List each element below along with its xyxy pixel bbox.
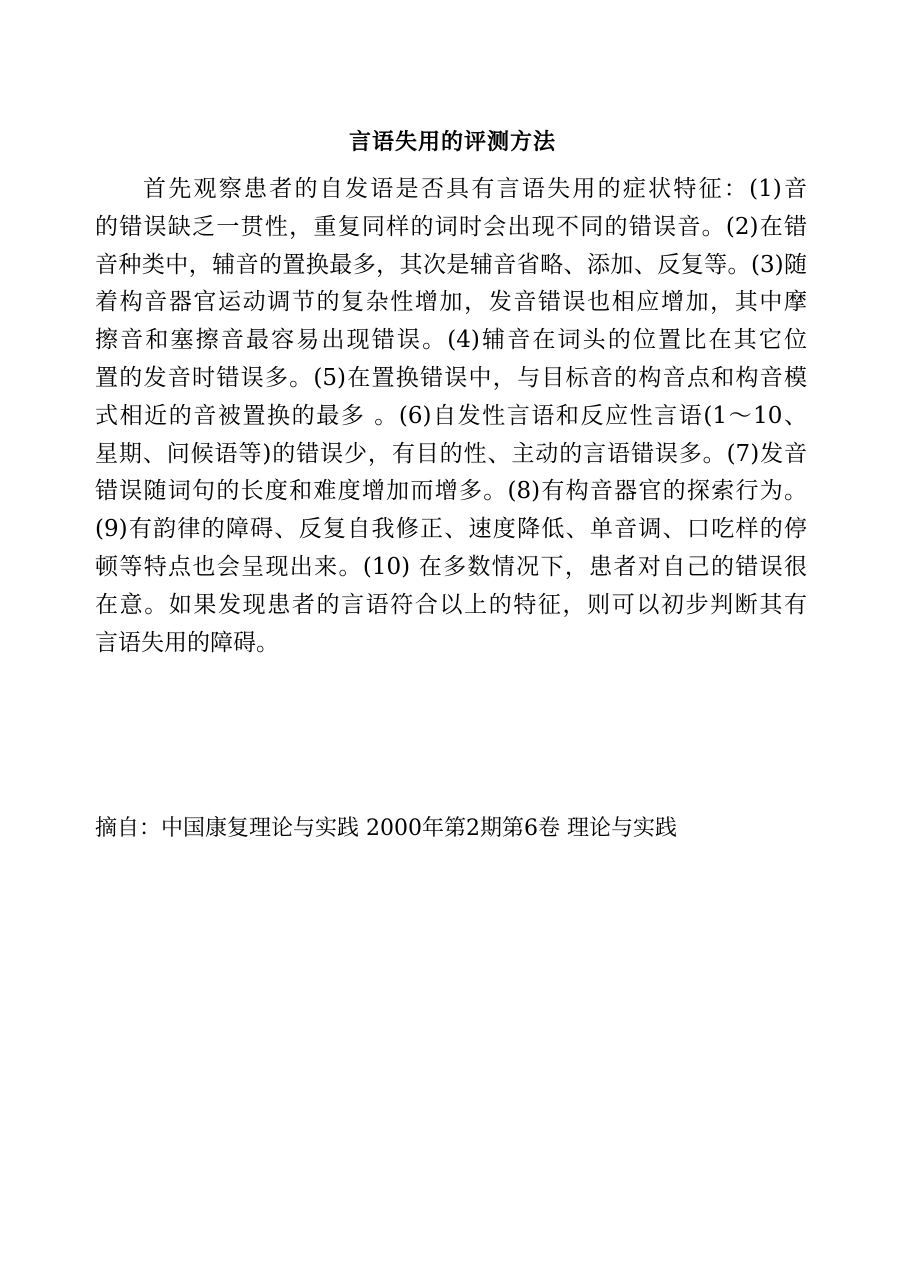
paragraph-line: 言语失用的障碍。 — [95, 629, 279, 656]
paragraph-line: 星期、问候语等)的错误少，有目的性、主动的言语错误多。(7)发音 — [95, 440, 807, 467]
document-title: 言语失用的评测方法 — [348, 129, 556, 155]
paragraph-line: 顿等特点也会呈现出来。(10) 在多数情况下，患者对自己的错误很 — [95, 553, 807, 580]
paragraph-line: (9)有韵律的障碍、反复自我修正、速度降低、单音调、口吃样的停 — [95, 516, 807, 543]
paragraph-line: 置的发音时错误多。(5)在置换错误中，与目标音的构音点和构音模 — [95, 364, 807, 391]
paragraph-line: 音种类中，辅音的置换最多，其次是辅音省略、添加、反复等。(3)随 — [95, 251, 807, 278]
paragraph-line: 错误随词句的长度和难度增加而增多。(8)有构音器官的探索行为。 — [95, 478, 807, 505]
paragraph-line: 擦音和塞擦音最容易出现错误。(4)辅音在词头的位置比在其它位 — [95, 327, 807, 354]
paragraph-line: 式相近的音被置换的最多 。(6)自发性言语和反应性言语(1～10、 — [95, 402, 807, 429]
paragraph-line: 着构音器官运动调节的复杂性增加，发音错误也相应增加，其中摩 — [95, 289, 807, 316]
paragraph-line: 在意。如果发现患者的言语符合以上的特征，则可以初步判断其有 — [95, 591, 807, 618]
body-paragraph — [95, 171, 807, 662]
paragraph-line: 的错误缺乏一贯性，重复同样的词时会出现不同的错误音。(2)在错 — [95, 213, 807, 240]
source-citation: 摘自：中国康复理论与实践 2000年第2期第6卷 理论与实践 — [95, 816, 677, 841]
paragraph-line: 首先观察患者的自发语是否具有言语失用的症状特征：(1)音 — [143, 176, 807, 202]
